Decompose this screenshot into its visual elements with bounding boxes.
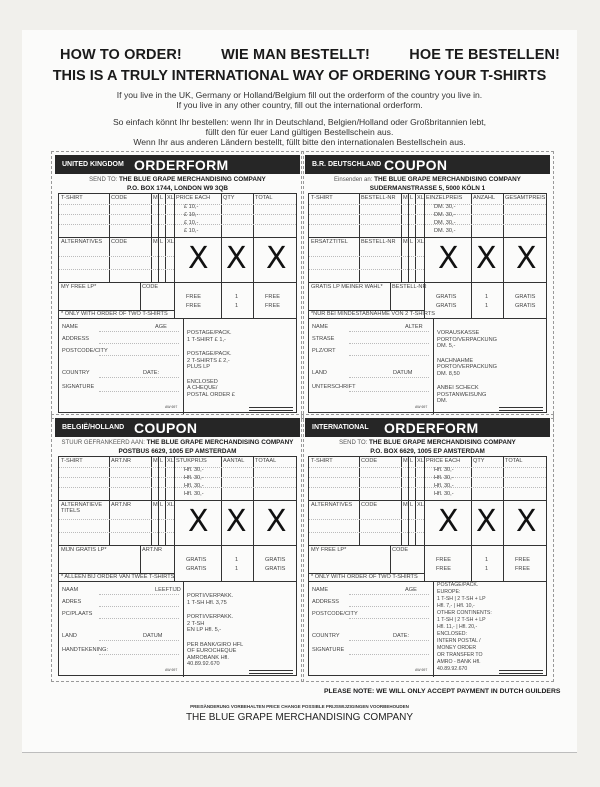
payment-info: POSTAL ORDER £ xyxy=(187,391,235,398)
alt-column-header: BESTELL-NR xyxy=(361,239,396,245)
free-qty: 1 xyxy=(485,557,489,563)
alt-column-header: M xyxy=(403,502,408,508)
column-header: ANZAHL xyxy=(473,195,496,201)
payment-info: 1 T-SH Hfl. 3,75 xyxy=(187,599,227,606)
price-each: Hfl. 30,- xyxy=(434,483,454,489)
free-qty: 1 xyxy=(485,303,489,309)
address-input[interactable] xyxy=(349,355,429,356)
free-lp-footnote: * ONLY WITH ORDER OF TWO T-SHIRTS xyxy=(311,574,418,580)
qty-input[interactable] xyxy=(222,220,252,228)
intro-de-2: füllt den für euer Land gültigen Bestellschein aus. xyxy=(205,127,394,137)
payment-info: 1 T-SH | 2 T-SH + LP xyxy=(437,596,486,602)
qty-input[interactable] xyxy=(222,228,252,236)
send-to-address xyxy=(305,439,550,456)
column-header: L xyxy=(160,458,164,464)
form-country: INTERNATIONAL xyxy=(312,424,369,431)
free-qty: 1 xyxy=(485,294,489,300)
price-each: DM. 30,- xyxy=(434,220,456,226)
column-header: QTY xyxy=(473,458,485,464)
payment-info: 1 T-SH | 2 T-SH + LP xyxy=(437,617,486,623)
payment-info: POSTANWEISUNG xyxy=(437,391,487,398)
tshirt-input[interactable] xyxy=(310,212,358,220)
column-header: TOTAL xyxy=(255,195,273,201)
qty-input[interactable] xyxy=(472,212,502,220)
address-field-label: HANDTEKENING: xyxy=(62,647,108,653)
qty-input[interactable] xyxy=(222,204,252,212)
payment-info: ANBEI SCHECK xyxy=(437,385,479,391)
payment-info: ENCLOSED xyxy=(187,378,218,385)
column-header: T-SHIRT xyxy=(311,458,333,464)
tshirt-input[interactable] xyxy=(60,204,108,212)
alt-column-header: M xyxy=(153,239,158,245)
price-each: £ 10,- xyxy=(184,212,199,218)
payment-info: VORAUSKASSE xyxy=(437,330,480,336)
price-each: DM. 30,- xyxy=(434,212,456,218)
alt-column-header: ART.NR xyxy=(111,502,132,508)
column-header: EINZELPREIS xyxy=(426,195,463,201)
order-form xyxy=(305,155,550,415)
column-header: BESTELL-NR xyxy=(361,195,396,201)
qty-input[interactable] xyxy=(472,220,502,228)
x-mark: X xyxy=(188,504,209,539)
order-table xyxy=(308,193,547,413)
column-header: T-SHIRT xyxy=(61,195,83,201)
send-to-label: STUUR GEFRANKEERD AAN: xyxy=(61,440,145,446)
x-mark: X xyxy=(516,241,537,276)
address-input[interactable] xyxy=(99,391,179,392)
intro-de-3: Wenn Ihr aus anderen Ländern bestellt, füllt bitte den internationalen Bestellschein aus. xyxy=(133,137,466,147)
date-label: DATE: xyxy=(143,370,160,376)
tshirt-input[interactable] xyxy=(60,467,108,475)
alt-column-header: XL xyxy=(167,239,174,245)
alt-column-header: M xyxy=(403,239,408,245)
ref-code: AW 697 xyxy=(165,405,178,409)
x-mark: X xyxy=(226,504,247,539)
amount-field[interactable] xyxy=(499,670,543,674)
qty-input[interactable] xyxy=(472,467,502,475)
amount-field[interactable] xyxy=(249,670,293,674)
payment-info: PORTI/VERPAKK. xyxy=(187,614,234,620)
address-input[interactable] xyxy=(349,377,429,378)
column-header: T-SHIRT xyxy=(61,458,83,464)
order-table xyxy=(58,193,297,413)
postal-address: P.O. BOX 6629, 1005 EP AMSTERDAM xyxy=(370,447,485,455)
how-to-order-headings xyxy=(60,47,560,63)
address-field-label: POSTCODE/CITY xyxy=(312,611,358,617)
form-header-bar xyxy=(55,155,300,174)
free-price: FREE xyxy=(186,303,201,309)
address-field-label: PC/PLAATS xyxy=(62,611,93,617)
alt-column-header: L xyxy=(160,239,164,245)
column-header: PRICE EACH xyxy=(176,195,211,201)
alt-column-header: CODE xyxy=(361,502,378,508)
x-mark: X xyxy=(476,504,497,539)
address-field-label: COUNTRY xyxy=(62,370,90,376)
x-mark: X xyxy=(476,241,497,276)
column-header: GESAMTPREIS xyxy=(505,195,546,201)
x-mark: X xyxy=(266,504,287,539)
free-lp-footnote: *NUR BEI MINDESTABNAHME VON 2 T-SHIRTS xyxy=(311,311,436,317)
free-lp-footnote: * ONLY WITH ORDER OF TWO T-SHIRTS xyxy=(61,311,168,317)
free-price: FREE xyxy=(436,557,451,563)
ref-code: AW 697 xyxy=(415,668,428,672)
alt-column-header: ALTERNATIEVE TITELS xyxy=(61,502,103,514)
address-input[interactable] xyxy=(349,331,429,332)
send-to-address xyxy=(55,176,300,193)
address-field-label: NAAM xyxy=(62,587,79,593)
amount-field[interactable] xyxy=(249,407,293,411)
payment-info: OF EUROCHEQUE xyxy=(187,648,237,654)
price-each: £ 10,- xyxy=(184,220,199,226)
payment-info: PLUS LP xyxy=(187,364,211,370)
payment-info: DM. 5,- xyxy=(437,343,456,349)
address-field-label: STRASE xyxy=(312,336,335,342)
tshirt-input[interactable] xyxy=(60,220,108,228)
qty-input[interactable] xyxy=(222,475,252,483)
column-header: CODE xyxy=(111,195,128,201)
address-input[interactable] xyxy=(349,618,429,619)
qty-input[interactable] xyxy=(222,212,252,220)
ref-code: AW 697 xyxy=(165,668,178,672)
address-field-label: SIGNATURE xyxy=(312,647,345,653)
address-input[interactable] xyxy=(349,606,429,607)
x-mark: X xyxy=(438,241,459,276)
x-mark: X xyxy=(266,241,287,276)
form-title: COUPON xyxy=(384,156,448,173)
price-each: DM. 30,- xyxy=(434,204,456,210)
payment-note: PLEASE NOTE: WE WILL ONLY ACCEPT PAYMENT IN DUTCH GUILDERS xyxy=(324,688,561,695)
x-mark: X xyxy=(516,504,537,539)
column-header: XL xyxy=(417,458,424,464)
free-lp-code-label: CODE xyxy=(392,547,409,553)
address-field-label: POSTCODE/CITY xyxy=(62,348,108,354)
price-each: Hfl. 30,- xyxy=(434,475,454,481)
payment-info: PORTO/VERPACKUNG xyxy=(437,364,497,370)
payment-info: POSTAGE/PACK. xyxy=(437,582,479,588)
fine-print: PREISÄNDERUNG VORBEHALTEN PRICE CHANGE POSSIBLE PRIJSWIJZIGINGEN VOORBEHOUDEN xyxy=(190,704,409,709)
order-table xyxy=(58,456,297,676)
free-lp-label: MY FREE LP* xyxy=(61,284,97,290)
tshirt-input[interactable] xyxy=(310,483,358,491)
company-name: THE BLUE GRAPE MERCHANDISING COMPANY xyxy=(146,439,294,446)
free-price: GRATIS xyxy=(436,303,457,309)
column-header: M xyxy=(153,195,158,201)
address-input[interactable] xyxy=(99,331,179,332)
tagline: THIS IS A TRULY INTERNATIONAL WAY OF ORDERING YOUR T-SHIRTS xyxy=(52,68,547,84)
free-price: GRATIS xyxy=(436,294,457,300)
form-title: COUPON xyxy=(134,419,198,436)
address-field-label: NAME xyxy=(62,324,79,330)
tshirt-input[interactable] xyxy=(60,491,108,499)
price-each: Hfl. 30,- xyxy=(184,475,204,481)
address-field-label: UNTERSCHRIFT xyxy=(312,384,356,390)
address-input[interactable] xyxy=(99,606,179,607)
address-input[interactable] xyxy=(99,654,179,655)
address-input[interactable] xyxy=(99,355,179,356)
free-total: FREE xyxy=(265,294,280,300)
free-total: GRATIS xyxy=(265,557,286,563)
qty-input[interactable] xyxy=(222,491,252,499)
age-label: ALTER xyxy=(405,324,423,330)
payment-info: 2 T-SH xyxy=(187,620,205,627)
address-input[interactable] xyxy=(99,618,179,619)
free-total: GRATIS xyxy=(515,303,536,309)
alt-column-header: L xyxy=(410,502,414,508)
free-lp-label: MIJN GRATIS LP* xyxy=(61,547,107,553)
x-mark: X xyxy=(188,241,209,276)
payment-info: 40.89.92.670 xyxy=(437,666,468,672)
alt-column-header: XL xyxy=(167,502,174,508)
heading-german: WIE MAN BESTELLT! xyxy=(221,47,370,63)
send-to-label: SEND TO: xyxy=(89,177,118,183)
form-title: ORDERFORM xyxy=(134,156,229,173)
address-field-label: LAND xyxy=(62,633,77,639)
form-country: BELGIË/HOLLAND xyxy=(62,424,125,431)
payment-info: Hfl. 11,- | Hfl. 20,- xyxy=(437,624,478,630)
column-header: TOTAAL xyxy=(255,458,277,464)
qty-input[interactable] xyxy=(472,228,502,236)
free-qty: 1 xyxy=(235,566,239,572)
address-field-label: COUNTRY xyxy=(312,633,340,639)
price-each: £ 10,- xyxy=(184,204,199,210)
payment-info: INTERN POSTAL / xyxy=(437,638,481,644)
free-lp-code-label: ART.NR xyxy=(142,547,163,553)
payment-info: PER BANK/GIRO HFL xyxy=(187,641,244,648)
tshirt-input[interactable] xyxy=(60,475,108,483)
column-header: T-SHIRT xyxy=(311,195,333,201)
free-qty: 1 xyxy=(235,303,239,309)
date-label: DATUM xyxy=(393,370,413,376)
price-each: Hfl. 30,- xyxy=(434,491,454,497)
column-header: TOTAL xyxy=(505,458,523,464)
column-header: M xyxy=(403,458,408,464)
price-each: Hfl. 30,- xyxy=(184,483,204,489)
x-mark: X xyxy=(226,241,247,276)
payment-info: AMROBANK Hfl. xyxy=(187,654,229,661)
address-field-label: ADDRESS xyxy=(62,336,90,342)
payment-info: OR TRANSFER TO xyxy=(437,652,483,658)
address-input[interactable] xyxy=(349,343,429,344)
free-price: FREE xyxy=(436,566,451,572)
alt-column-header: L xyxy=(410,239,414,245)
form-title: ORDERFORM xyxy=(384,419,479,436)
address-input[interactable] xyxy=(99,343,179,344)
age-label: LEEFTIJD xyxy=(155,587,181,593)
free-total: GRATIS xyxy=(515,294,536,300)
form-country: UNITED KINGDOM xyxy=(62,161,124,168)
alt-column-header: M xyxy=(153,502,158,508)
column-header: L xyxy=(160,195,164,201)
age-label: AGE xyxy=(405,587,417,593)
send-to-label: SEND TO: xyxy=(339,440,368,446)
alt-column-header: CODE xyxy=(111,239,128,245)
intro-en-1: If you live in the UK, Germany or Holland/Belgium fill out the orderform of the country you live in. xyxy=(116,90,483,100)
company-name: THE BLUE GRAPE MERCHANDISING COMPANY xyxy=(374,176,521,183)
send-to-address xyxy=(305,176,550,193)
free-lp-code-label: BESTELL-NR xyxy=(392,284,427,290)
price-each: £ 10,- xyxy=(184,228,199,234)
postal-address: POSTBUS 6629, 1005 EP AMSTERDAM xyxy=(118,447,237,455)
company-name: THE BLUE GRAPE MERCHANDISING COMPANY xyxy=(368,439,516,446)
tshirt-input[interactable] xyxy=(60,212,108,220)
address-input[interactable] xyxy=(349,594,429,595)
free-price: FREE xyxy=(186,294,201,300)
heading-dutch: HOE TE BESTELLEN! xyxy=(409,47,560,63)
address-input[interactable] xyxy=(99,594,179,595)
free-total: FREE xyxy=(515,566,530,572)
order-table xyxy=(308,456,547,676)
tshirt-input[interactable] xyxy=(310,220,358,228)
payment-info: 40.89.92.670 xyxy=(187,661,220,667)
column-header: QTY xyxy=(223,195,235,201)
intro-en-2: If you live in any other country, fill out the international orderform. xyxy=(176,100,423,110)
form-country: B.R. DEUTSCHLAND xyxy=(312,161,382,168)
address-field-label: ADRES xyxy=(62,599,82,605)
address-input[interactable] xyxy=(349,640,429,641)
free-lp-label: GRATIS LP MEINER WAHL* xyxy=(311,284,383,290)
payment-info: 1 T-SHIRT £ 1,- xyxy=(187,336,226,343)
address-input[interactable] xyxy=(349,391,429,392)
form-header-bar xyxy=(55,418,300,437)
payment-info: POSTAGE/PACK. xyxy=(187,351,232,357)
payment-info: DM. 8,50 xyxy=(437,370,460,377)
alt-column-header: ALTERNATIVES xyxy=(61,239,103,245)
payment-info: MONEY ORDER xyxy=(437,645,477,651)
form-header-bar xyxy=(305,155,550,174)
qty-input[interactable] xyxy=(472,491,502,499)
send-to-address xyxy=(55,439,300,456)
free-price: GRATIS xyxy=(186,557,207,563)
address-input[interactable] xyxy=(349,654,429,655)
column-header: L xyxy=(410,458,414,464)
postal-address: P.O. BOX 1744, LONDON W9 3QB xyxy=(126,184,229,192)
column-header: ART.NR xyxy=(111,458,132,464)
column-header: XL xyxy=(167,458,174,464)
price-each: Hfl. 30,- xyxy=(184,467,204,473)
order-form xyxy=(305,418,550,678)
free-qty: 1 xyxy=(485,566,489,572)
payment-info: POSTAGE/PACK. xyxy=(187,330,232,336)
price-each: Hfl. 30,- xyxy=(184,491,204,497)
intro-de-1: So einfach könnt Ihr bestellen: wenn Ihr in Deutschland, Belgien/Holland oder Großbritannien lebt, xyxy=(112,117,487,127)
address-field-label: SIGNATURE xyxy=(62,384,95,390)
alt-column-header: XL xyxy=(417,239,424,245)
tshirt-input[interactable] xyxy=(60,228,108,236)
address-field-label: ADDRESS xyxy=(312,599,340,605)
column-header: M xyxy=(403,195,408,201)
send-to-label: Einsenden an: xyxy=(334,177,373,183)
free-lp-code-label: CODE xyxy=(142,284,159,290)
column-header: L xyxy=(410,195,414,201)
payment-info: DM. xyxy=(437,398,448,404)
payment-info: PORTO/VERPACKUNG xyxy=(437,336,497,343)
order-sheet xyxy=(22,30,577,753)
age-label: AGE xyxy=(155,324,167,330)
free-price: GRATIS xyxy=(186,566,207,572)
amount-field[interactable] xyxy=(499,407,543,411)
column-header: AANTAL xyxy=(223,458,245,464)
address-input[interactable] xyxy=(99,640,179,641)
form-header-bar xyxy=(305,418,550,437)
tshirt-input[interactable] xyxy=(310,491,358,499)
order-form xyxy=(55,155,300,415)
alt-column-header: ERSATZTITEL xyxy=(311,239,348,245)
payment-info: AMRO - BANK Hfl. xyxy=(437,659,481,665)
payment-info: Hfl. 7,- | Hfl. 10,- xyxy=(437,603,475,609)
postal-address: SUDERMANSTRASSE 5, 5000 KÖLN 1 xyxy=(369,184,486,192)
payment-info: OTHER CONTINENTS: xyxy=(437,610,492,616)
payment-info: EN LP Hfl. 5,- xyxy=(187,627,222,633)
free-qty: 1 xyxy=(235,557,239,563)
date-label: DATE: xyxy=(393,633,410,639)
column-header: XL xyxy=(167,195,174,201)
ref-code: AW 697 xyxy=(415,405,428,409)
qty-input[interactable] xyxy=(222,467,252,475)
free-total: GRATIS xyxy=(265,566,286,572)
address-field-label: LAND xyxy=(312,370,327,376)
payment-info: ENCLOSED: xyxy=(437,631,467,637)
address-input[interactable] xyxy=(99,377,179,378)
qty-input[interactable] xyxy=(472,483,502,491)
tshirt-input[interactable] xyxy=(310,475,358,483)
company-name: THE BLUE GRAPE MERCHANDISING COMPANY xyxy=(118,176,266,183)
alt-column-header: XL xyxy=(417,502,424,508)
alt-column-header: L xyxy=(160,502,164,508)
heading-english: HOW TO ORDER! xyxy=(60,47,182,63)
price-each: Hfl. 30,- xyxy=(434,467,454,473)
alt-column-header: ALTERNATIVES xyxy=(311,502,353,508)
tshirt-input[interactable] xyxy=(310,204,358,212)
address-field-label: PLZ/ORT xyxy=(312,348,336,354)
free-total: FREE xyxy=(265,303,280,309)
payment-info: PORTI/VERPAKK. xyxy=(187,593,234,599)
tshirt-input[interactable] xyxy=(310,467,358,475)
free-lp-footnote: * ALLEEN BIJ ORDER VAN TWEE T-SHIRTS xyxy=(61,574,175,580)
payment-info: EUROPE: xyxy=(437,589,461,595)
column-header: M xyxy=(153,458,158,464)
address-field-label: NAME xyxy=(312,587,329,593)
column-header: CODE xyxy=(361,458,378,464)
qty-input[interactable] xyxy=(472,204,502,212)
date-label: DATUM xyxy=(143,633,163,639)
column-header: STUKPRIJS xyxy=(176,458,207,464)
order-form xyxy=(55,418,300,678)
column-header: PRICE EACH xyxy=(426,458,461,464)
free-qty: 1 xyxy=(235,294,239,300)
payment-info: A CHEQUE/ xyxy=(187,385,218,391)
free-total: FREE xyxy=(515,557,530,563)
tshirt-input[interactable] xyxy=(310,228,358,236)
payment-info: NACHNAHME xyxy=(437,357,474,364)
footer-company: THE BLUE GRAPE MERCHANDISING COMPANY xyxy=(185,712,414,723)
free-lp-label: MY FREE LP* xyxy=(311,547,347,553)
qty-input[interactable] xyxy=(472,475,502,483)
price-each: DM. 30,- xyxy=(434,228,456,234)
column-header: XL xyxy=(417,195,424,201)
tshirt-input[interactable] xyxy=(60,483,108,491)
qty-input[interactable] xyxy=(222,483,252,491)
x-mark: X xyxy=(438,504,459,539)
address-field-label: NAME xyxy=(312,324,329,330)
payment-info: 2 T-SHIRTS £ 2,- xyxy=(187,357,230,364)
